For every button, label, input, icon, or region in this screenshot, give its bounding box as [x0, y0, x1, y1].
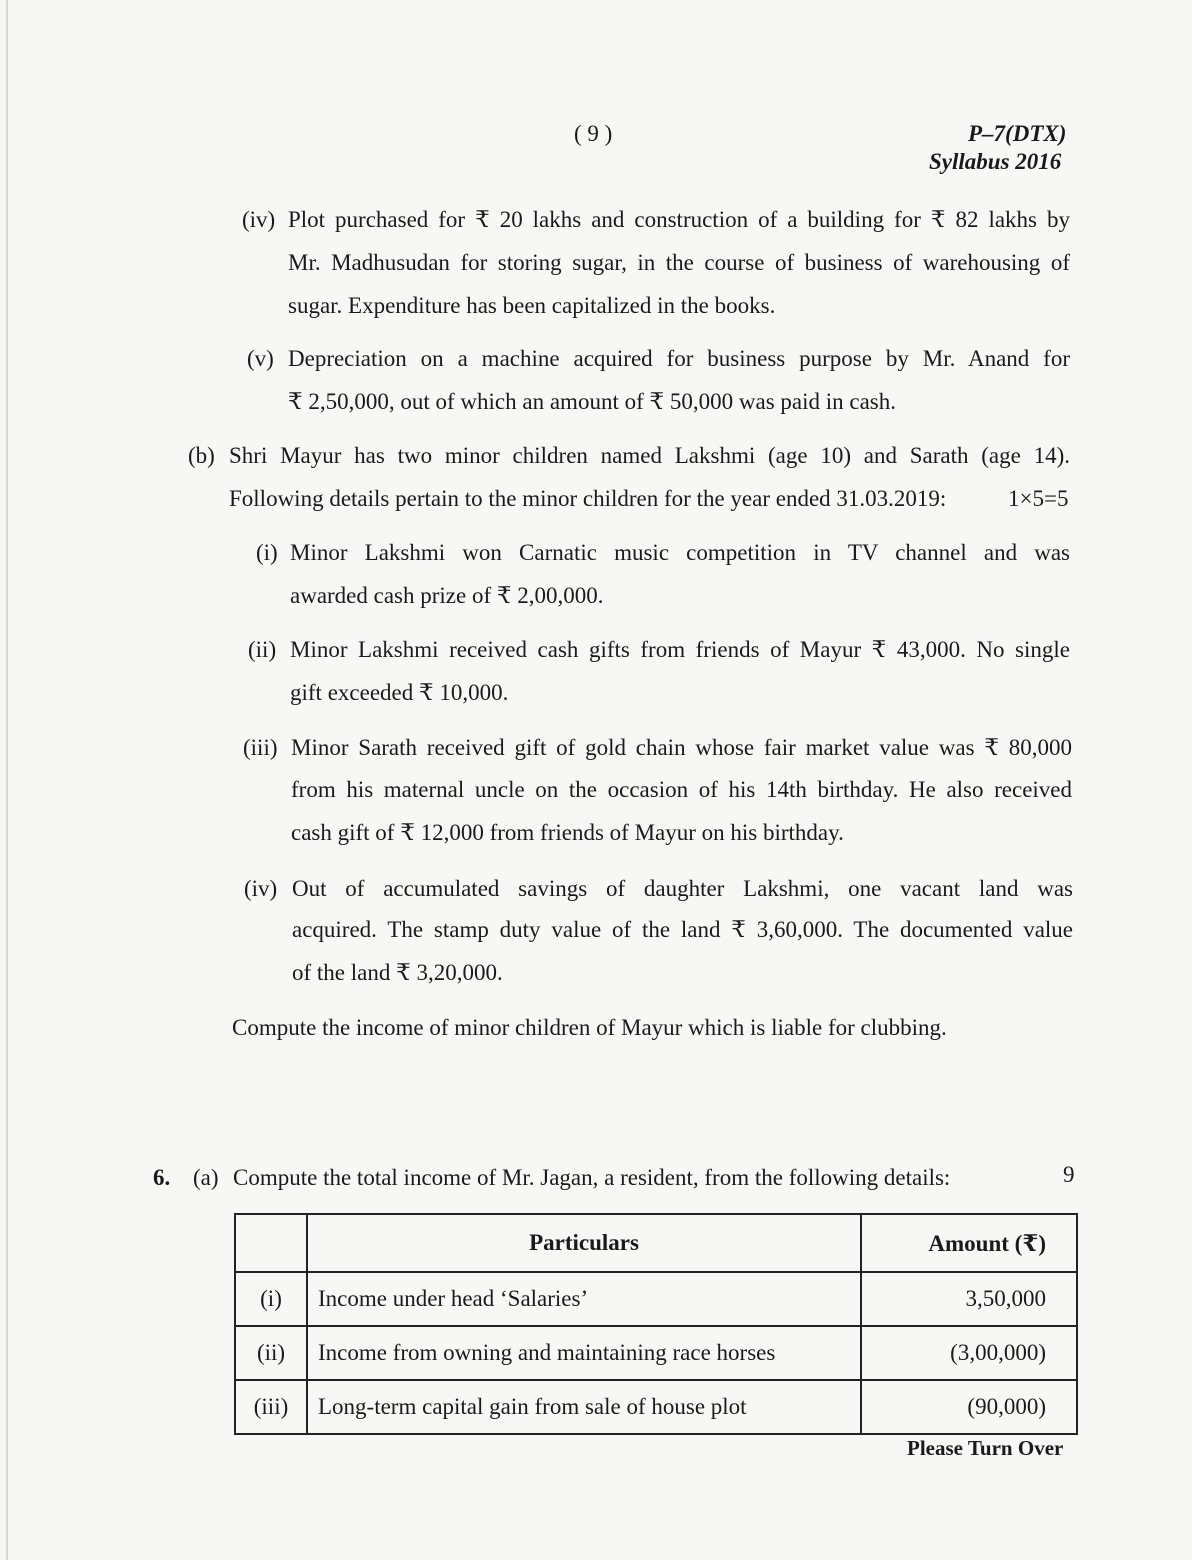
item-line: Minor Lakshmi won Carnatic music competition in TV channel and was: [290, 540, 1070, 565]
table-cell: 3,50,000: [861, 1272, 1077, 1326]
table-header-cell: Amount (₹): [861, 1214, 1077, 1272]
item-number: (ii): [248, 637, 277, 662]
question-number: 6.: [153, 1165, 171, 1190]
table-cell: (90,000): [861, 1380, 1077, 1434]
item-line: gift exceeded ₹ 10,000.: [290, 680, 509, 705]
item-line: of the land ₹ 3,20,000.: [292, 960, 503, 985]
item-number: (iv): [242, 207, 276, 232]
table-row: [235, 1326, 1077, 1380]
table-header-cell: Particulars: [307, 1214, 861, 1272]
table-cell: Long-term capital gain from sale of house plot: [307, 1380, 861, 1434]
table-cell: Income from owning and maintaining race horses: [307, 1326, 861, 1380]
item-number: (i): [256, 540, 278, 565]
table-header-row: [235, 1214, 1077, 1272]
table-row: [235, 1272, 1077, 1326]
item-line: ₹ 2,50,000, out of which an amount of ₹ 50,000 was paid in cash.: [288, 389, 897, 414]
syllabus-label: Syllabus 2016: [929, 149, 1062, 174]
marks: 9: [1063, 1162, 1075, 1187]
table-cell: (ii): [235, 1326, 307, 1380]
item-line: acquired. The stamp duty value of the land ₹ 3,60,000. The documented value: [292, 917, 1073, 942]
table-cell: (3,00,000): [861, 1326, 1077, 1380]
part-b-question: Compute the income of minor children of Mayur which is liable for clubbing.: [232, 1015, 947, 1040]
item-line: Mr. Madhusudan for storing sugar, in the course of business of warehousing of: [288, 250, 1070, 275]
part-label: (b): [188, 443, 215, 468]
table-cell: (i): [235, 1272, 307, 1326]
table-cell: (iii): [235, 1380, 307, 1434]
marks: 1×5=5: [1008, 486, 1069, 511]
item-line: Out of accumulated savings of daughter Lakshmi, one vacant land was: [292, 876, 1073, 901]
item-number: (iii): [243, 735, 278, 760]
part-b-intro: Shri Mayur has two minor children named Lakshmi (age 10) and Sarath (age 14).: [229, 443, 1070, 468]
footer-note: Please Turn Over: [907, 1436, 1064, 1460]
item-line: Plot purchased for ₹ 20 lakhs and construction of a building for ₹ 82 lakhs by: [288, 207, 1070, 232]
q6-question: Compute the total income of Mr. Jagan, a resident, from the following details:: [233, 1165, 951, 1190]
item-line: cash gift of ₹ 12,000 from friends of Mayur on his birthday.: [291, 820, 844, 845]
paper-code: P–7(DTX): [968, 121, 1067, 146]
part-b-intro: Following details pertain to the minor children for the year ended 31.03.2019:: [229, 486, 947, 511]
part-label: (a): [193, 1165, 219, 1190]
scan-edge: [6, 0, 8, 1560]
item-line: awarded cash prize of ₹ 2,00,000.: [290, 583, 604, 608]
item-line: Depreciation on a machine acquired for business purpose by Mr. Anand for: [288, 346, 1070, 371]
particulars-table: [234, 1213, 1078, 1435]
table-row: [235, 1380, 1077, 1434]
item-number: (v): [247, 346, 274, 371]
item-number: (iv): [244, 876, 278, 901]
item-line: Minor Lakshmi received cash gifts from friends of Mayur ₹ 43,000. No single: [290, 637, 1070, 662]
table-cell: Income under head ‘Salaries’: [307, 1272, 861, 1326]
item-line: Minor Sarath received gift of gold chain whose fair market value was ₹ 80,000: [291, 735, 1072, 760]
item-line: from his maternal uncle on the occasion of his 14th birthday. He also received: [291, 777, 1072, 802]
item-line: sugar. Expenditure has been capitalized in the books.: [288, 293, 776, 318]
page-number: ( 9 ): [574, 121, 613, 146]
table-header-cell: [235, 1214, 307, 1272]
